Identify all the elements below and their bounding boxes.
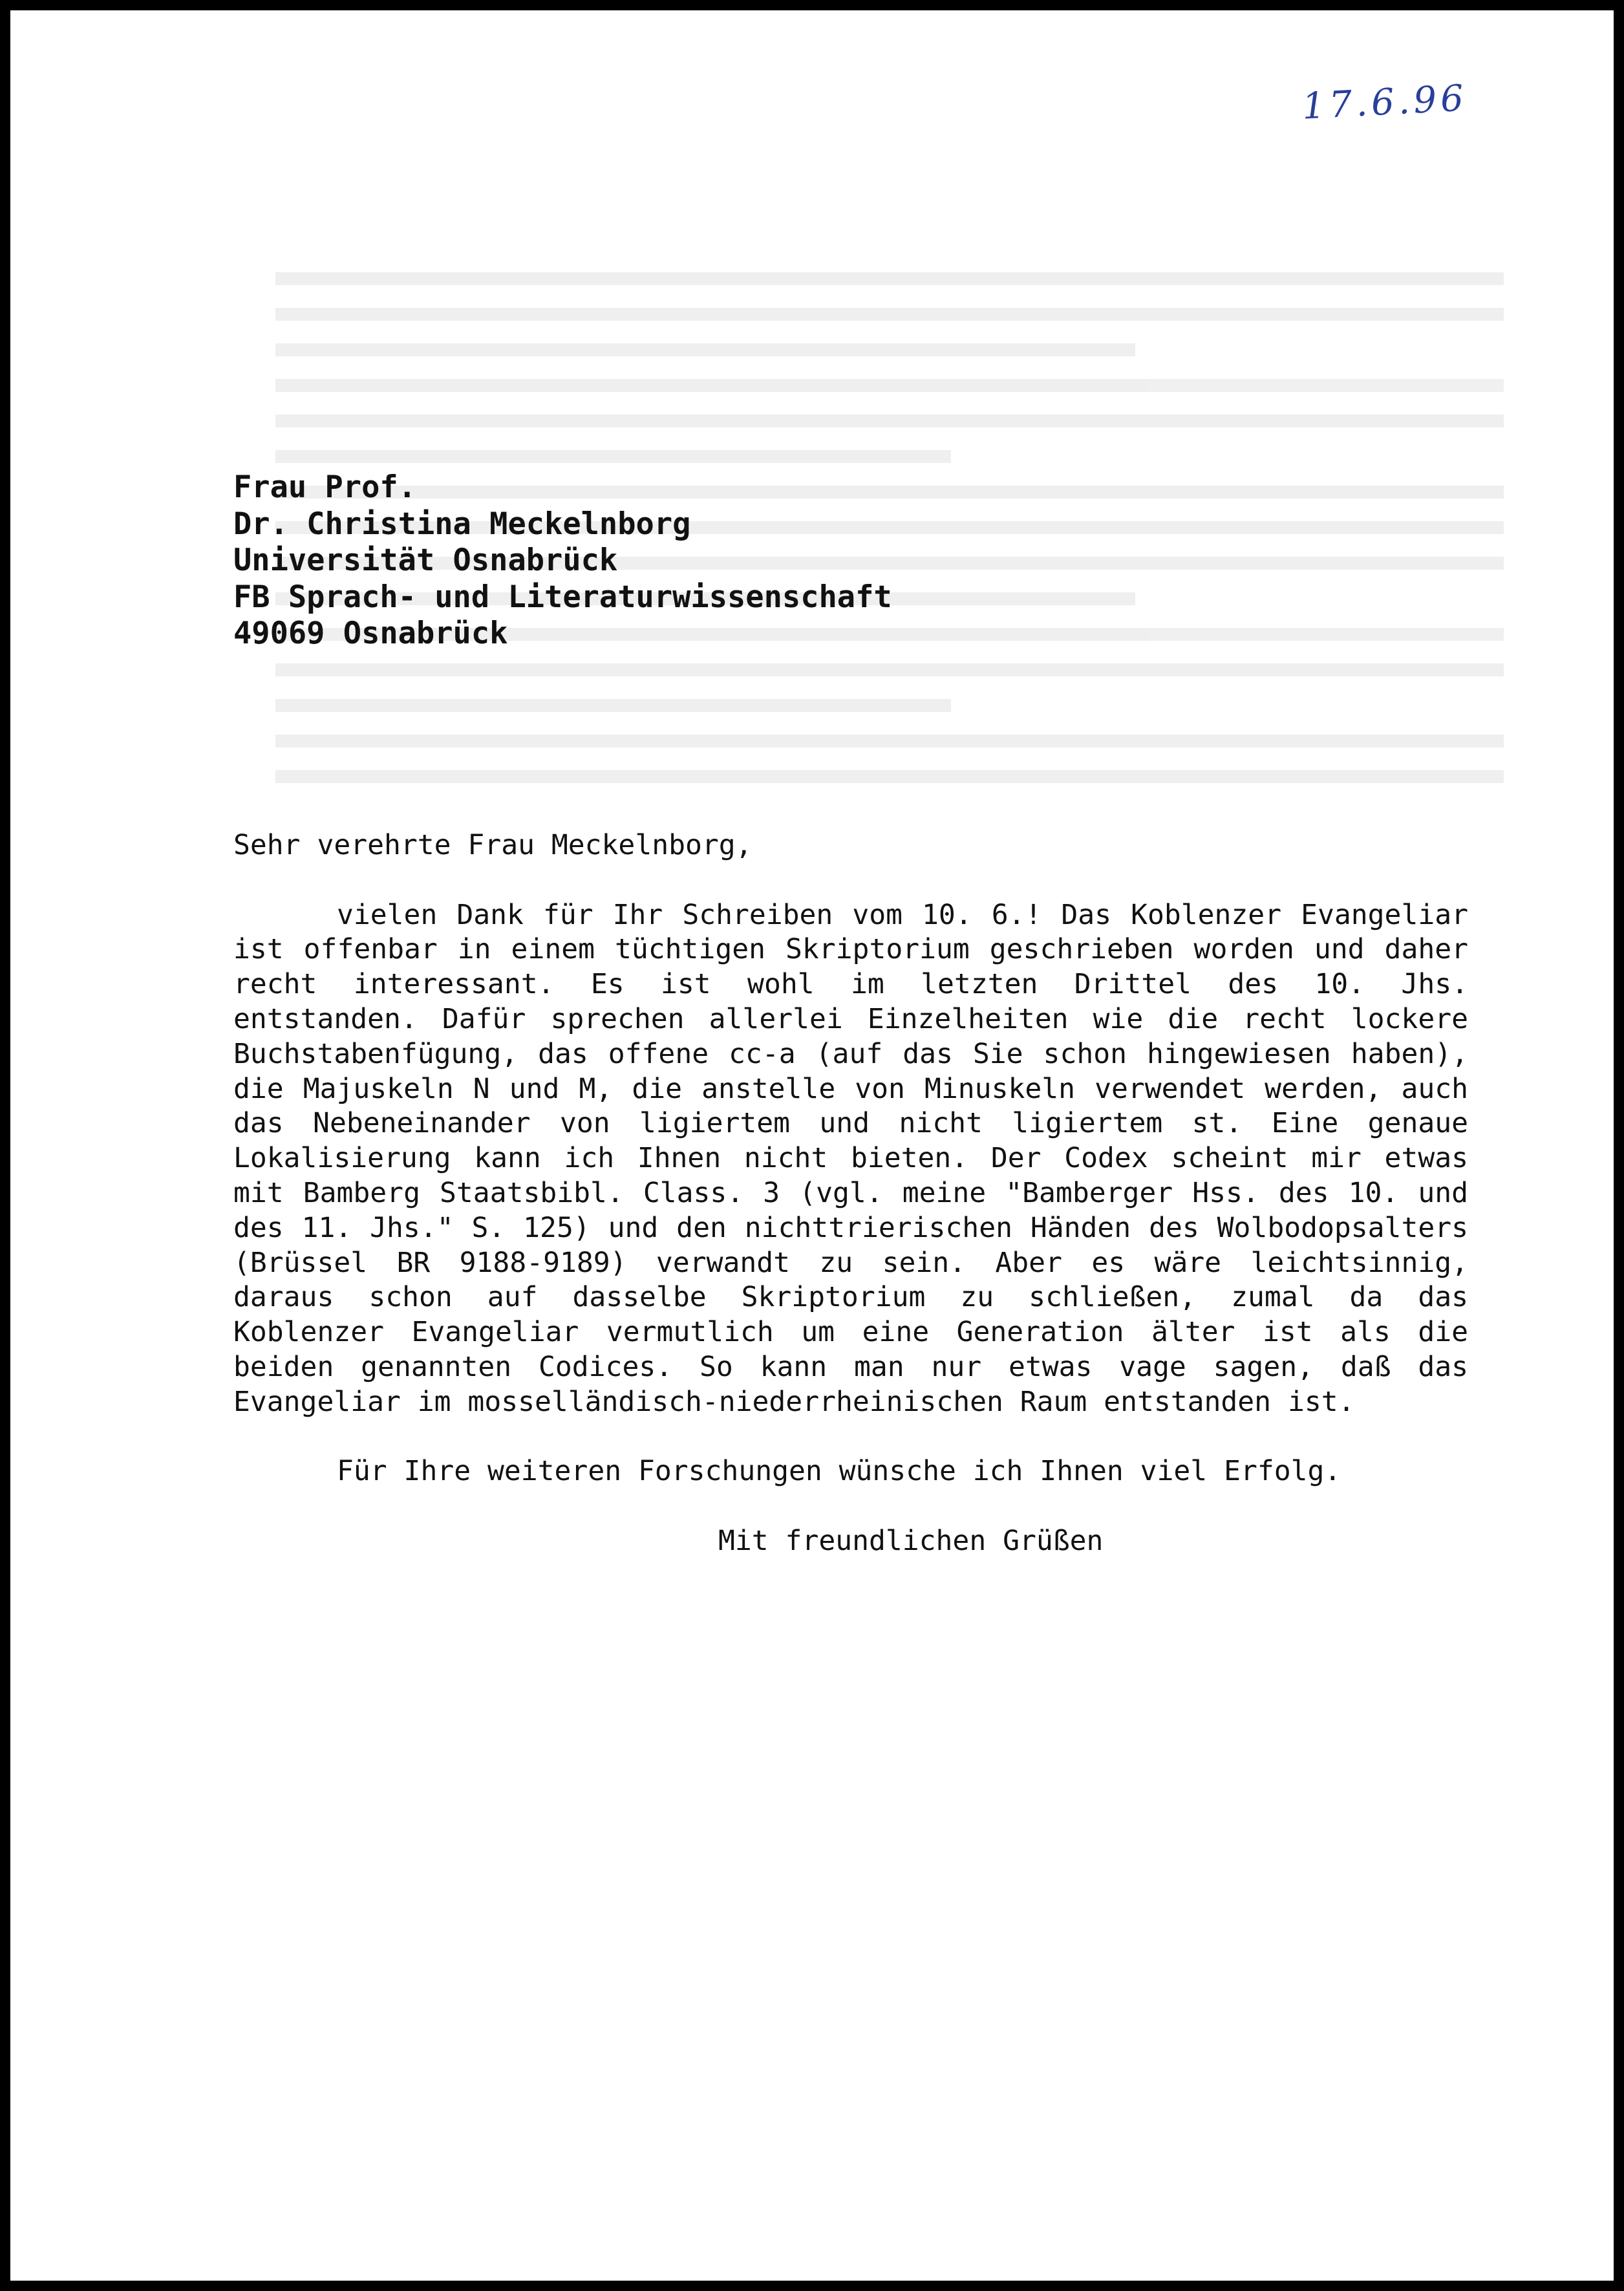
paragraph-2: Für Ihre weiteren Forschungen wünsche ich Ihnen viel Erfolg. (337, 1455, 1341, 1488)
handwritten-date: 17.6.96 (1301, 77, 1469, 128)
address-line: FB Sprach- und Literaturwissenschaft (233, 579, 892, 615)
address-line: Frau Prof. (233, 469, 416, 505)
recipient-address (233, 469, 892, 652)
paragraph-1: vielen Dank für Ihr Schreiben vom 10. 6.! Das Koblenzer Evangeliar ist offenbar in einem tüchtigen Skriptorium geschrieben worden und daher recht interessant. Es ist wohl im letzten Drittel des 10. Jhs. entstanden. Dafür sprechen allerlei Einzelheiten wie die recht lockere Buchstabenfügung, das offene cc-a (auf das Sie schon hingewiesen haben), die Majuskeln N und M, die anstelle von Minuskeln verwendet werden, auch das Nebeneinander von ligiertem und nicht ligiertem st. Eine genaue Lokalisierung kann ich Ihnen nicht bieten. Der Codex scheint mir etwas mit Bamberg Staatsbibl. Class. 3 (vgl. meine "Bamberger Hss. des 10. und des 11. Jhs." S. 125) und den nichttrierischen Händen des Wolbodopsalters (Brüssel BR 9188-9189) verwandt zu sein. Aber es wäre leichtsinnig, daraus schon auf dasselbe Skriptorium zu schließen, zumal da das Koblenzer Evangeliar vermutlich um eine Generation älter ist als die beiden genannten Codices. So kann man nur etwas vage sagen, daß das Evangeliar im mosselländisch-niederrheinischen Raum entstanden ist. (233, 898, 1468, 1418)
salutation: Sehr verehrte Frau Meckelnborg, (233, 829, 753, 861)
closing: Mit freundlichen Grüßen (718, 1524, 1104, 1557)
address-line: Universität Osnabrück (233, 543, 618, 578)
letter-body (233, 828, 1468, 1559)
address-line: Dr. Christina Meckelnborg (233, 506, 691, 542)
letter-page (10, 10, 1614, 2281)
address-line: 49069 Osnabrück (233, 616, 508, 651)
